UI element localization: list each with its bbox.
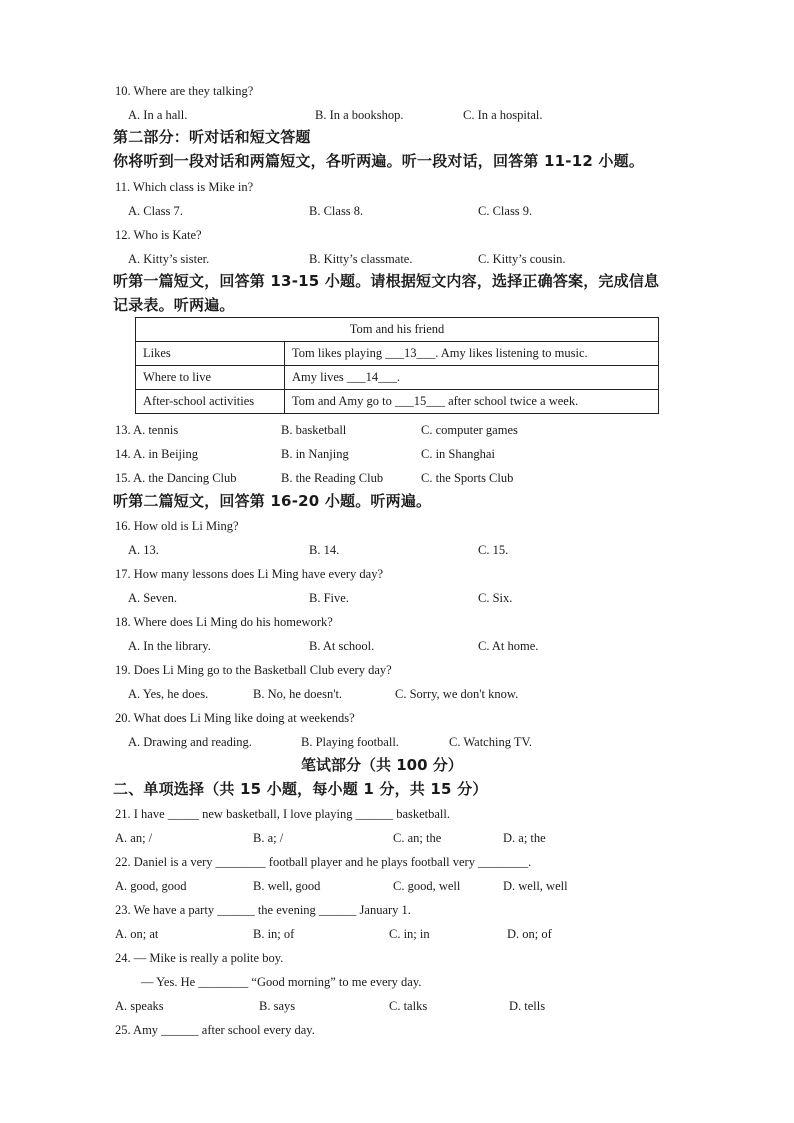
question-21-stem: 21. I have _____ new basketball, I love playing ______ basketball. — [115, 807, 450, 821]
question-21-option-b: B. a; / — [253, 831, 284, 845]
question-19-option-c: C. Sorry, we don't know. — [395, 687, 519, 701]
question-11-stem: 11. Which class is Mike in? — [115, 180, 254, 194]
question-20-stem: 20. What does Li Ming like doing at weekends? — [115, 711, 355, 725]
question-21-option-c: C. an; the — [393, 831, 442, 845]
question-18-option-c: C. At home. — [478, 639, 539, 653]
question-13-option-c: C. computer games — [421, 423, 518, 437]
table-row-content: Tom and Amy go to ___15___ after school twice a week. — [285, 390, 659, 414]
question-11-option-b: B. Class 8. — [309, 204, 364, 218]
question-21-option-d: D. a; the — [503, 831, 546, 845]
question-20-option-c: C. Watching TV. — [449, 735, 533, 749]
question-24-option-a: A. speaks — [115, 999, 164, 1013]
question-25-stem: 25. Amy ______ after school every day. — [115, 1023, 315, 1037]
question-20-option-a: A. Drawing and reading. — [128, 735, 252, 749]
written-part-title: 笔试部分（共 100 分） — [301, 756, 463, 774]
question-24-stem: 24. — Mike is really a polite boy. — [115, 951, 284, 965]
question-12-stem: 12. Who is Kate? — [115, 228, 202, 242]
table-row-content: Amy lives ___14___. — [285, 366, 659, 390]
question-10-option-c: C. In a hospital. — [463, 108, 543, 122]
table-row-label: Likes — [136, 342, 285, 366]
part2-heading: 第二部分：听对话和短文答题 — [113, 128, 311, 146]
question-17-stem: 17. How many lessons does Li Ming have every day? — [115, 567, 383, 581]
question-22-option-a: A. good, good — [115, 879, 187, 893]
question-10-option-a: A. In a hall. — [128, 108, 188, 122]
table-row — [136, 390, 659, 414]
passage1-instruction-line2: 记录表。听两遍。 — [113, 296, 235, 314]
question-16-option-b: B. 14. — [309, 543, 340, 557]
question-13-option-b: B. basketball — [281, 423, 347, 437]
table-row-label: After-school activities — [136, 390, 285, 414]
passage1-instruction-line1: 听第一篇短文，回答第 13-15 小题。请根据短文内容，选择正确答案，完成信息 — [113, 272, 660, 290]
table-row-content: Tom likes playing ___13___. Amy likes listening to music. — [285, 342, 659, 366]
question-15-option-b: B. the Reading Club — [281, 471, 384, 485]
question-14-option-c: C. in Shanghai — [421, 447, 495, 461]
info-record-table — [135, 317, 659, 414]
part2-instruction: 你将听到一段对话和两篇短文，各听两遍。听一段对话，回答第 11-12 小题。 — [113, 152, 645, 170]
passage2-instruction: 听第二篇短文，回答第 16-20 小题。听两遍。 — [113, 492, 432, 510]
table-row — [136, 366, 659, 390]
question-18-stem: 18. Where does Li Ming do his homework? — [115, 615, 333, 629]
table-row-label: Where to live — [136, 366, 285, 390]
table-row — [136, 342, 659, 366]
section2-heading: 二、单项选择（共 15 小题，每小题 1 分，共 15 分） — [113, 780, 488, 798]
question-16-option-a: A. 13. — [128, 543, 159, 557]
question-18-option-a: A. In the library. — [128, 639, 211, 653]
question-12-option-c: C. Kitty’s cousin. — [478, 252, 566, 266]
question-11-option-c: C. Class 9. — [478, 204, 533, 218]
question-17-option-c: C. Six. — [478, 591, 513, 605]
question-23-option-b: B. in; of — [253, 927, 295, 941]
question-14-option-a: 14. A. in Beijing — [115, 447, 198, 461]
question-15-option-c: C. the Sports Club — [421, 471, 514, 485]
question-20-option-b: B. Playing football. — [301, 735, 399, 749]
question-19-option-a: A. Yes, he does. — [128, 687, 209, 701]
question-24-option-d: D. tells — [509, 999, 546, 1013]
blank-14: ___14___ — [346, 370, 397, 384]
question-19-option-b: B. No, he doesn't. — [253, 687, 343, 701]
question-24-option-b: B. says — [259, 999, 296, 1013]
blank-13: ___13___ — [385, 346, 436, 360]
question-17-option-b: B. Five. — [309, 591, 349, 605]
question-22-option-b: B. well, good — [253, 879, 321, 893]
question-23-stem: 23. We have a party ______ the evening ______ January 1. — [115, 903, 411, 917]
blank-15: ___15___ — [394, 394, 445, 408]
question-22-option-c: C. good, well — [393, 879, 461, 893]
question-23-option-a: A. on; at — [115, 927, 159, 941]
question-19-stem: 19. Does Li Ming go to the Basketball Club every day? — [115, 663, 392, 677]
question-22-option-d: D. well, well — [503, 879, 568, 893]
question-22-stem: 22. Daniel is a very ________ football player and he plays football very ________. — [115, 855, 532, 869]
question-18-option-b: B. At school. — [309, 639, 375, 653]
question-21-option-a: A. an; / — [115, 831, 153, 845]
question-16-stem: 16. How old is Li Ming? — [115, 519, 239, 533]
question-10-option-b: B. In a bookshop. — [315, 108, 404, 122]
question-13-option-a: 13. A. tennis — [115, 423, 179, 437]
question-24-stem-line2: — Yes. He ________ “Good morning” to me every day. — [141, 975, 422, 989]
question-24-option-c: C. talks — [389, 999, 428, 1013]
question-16-option-c: C. 15. — [478, 543, 509, 557]
question-12-option-a: A. Kitty’s sister. — [128, 252, 210, 266]
question-12-option-b: B. Kitty’s classmate. — [309, 252, 413, 266]
question-23-option-d: D. on; of — [507, 927, 552, 941]
table-title: Tom and his friend — [136, 318, 659, 342]
question-14-option-b: B. in Nanjing — [281, 447, 349, 461]
question-10-stem: 10. Where are they talking? — [115, 84, 254, 98]
question-11-option-a: A. Class 7. — [128, 204, 183, 218]
question-17-option-a: A. Seven. — [128, 591, 177, 605]
question-23-option-c: C. in; in — [389, 927, 430, 941]
question-15-option-a: 15. A. the Dancing Club — [115, 471, 237, 485]
